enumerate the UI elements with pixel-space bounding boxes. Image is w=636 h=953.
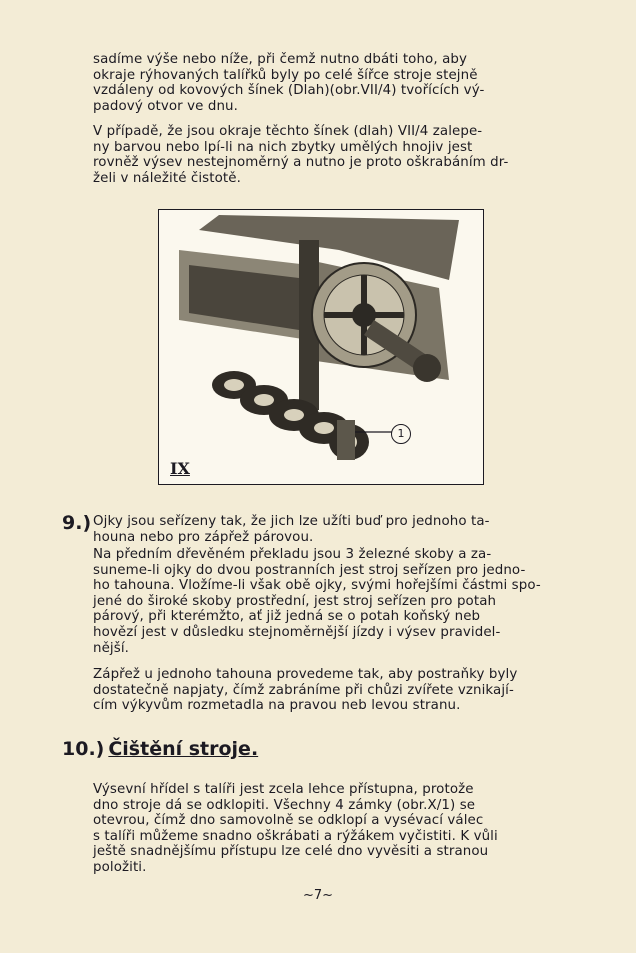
section-9-text-hitching: Na předním dřevěném překladu jsou 3 železné skoby a za- suneme-li ojky do dvou postranních jest stroj seřízen pro jedno- ho tahouna. Vložíme-li však obě ojky, svými hořejšími částmi spo- jené do široké skoby prostřední, jest stroj seřízen pro potah párový, při kterémžto, ať již jedná se o potah koňský neb hovězí jest v důsledku stejnoměrnější jízdy i výsev pravidel- nější. — [93, 547, 541, 656]
figure-label: IX — [170, 459, 190, 478]
machine-drawing — [159, 210, 483, 484]
section-10-number: 10.) — [62, 738, 105, 760]
section-10-title: Čištění stroje. — [108, 738, 259, 760]
section-9-text-single-animal: Zápřež u jednoho tahouna provedeme tak, aby postraňky byly dostatečně napjaty, čímž zabráníme při chůzi zvířete vznikají- cím výkyvům rozmetadla na pravou neb levou stranu. — [93, 667, 518, 714]
figure-callout-1: 1 — [391, 424, 411, 444]
section-9-text-intro: Ojky jsou seřízeny tak, že jich lze užíti buď pro jednoho ta- houna nebo pro zápřež párovou. — [93, 514, 490, 545]
section-10-heading — [62, 738, 258, 760]
paragraph-dlah-cleaning: V případě, že jsou okraje těchto šínek (dlah) VII/4 zalepe- ny barvou nebo lpí-li na nich zbytky umělých hnojiv jest rovněž výsev nestejnoměrný a nutno je proto oškrabáním dr- želi v náležité čistotě. — [93, 124, 509, 186]
section-10-text: Výsevní hřídel s talíři jest zcela lehce přístupna, protože dno stroje dá se odklopiti. Všechny 4 zámky (obr.X/1) se otevrou, čímž dno samovolně se odklopí a vysévací válec s talíři můžeme snadno oškrábati a rýžákem vyčistiti. K vůli ještě snadnějšímu přístupu lze celé dno vyvěsiti a stranou položiti. — [93, 782, 498, 875]
section-9-number: 9.) — [62, 512, 92, 534]
figure-machine-illustration — [158, 209, 484, 485]
page-number: ~7~ — [302, 888, 334, 903]
paragraph-intro: sadíme výše nebo níže, při čemž nutno dbáti toho, aby okraje rýhovaných talířků byly po celé šířce stroje stejně vzdáleny od kovových šínek (Dlah)(obr.VII/4) tvořících vý- padový otvor ve dnu. — [93, 52, 485, 114]
